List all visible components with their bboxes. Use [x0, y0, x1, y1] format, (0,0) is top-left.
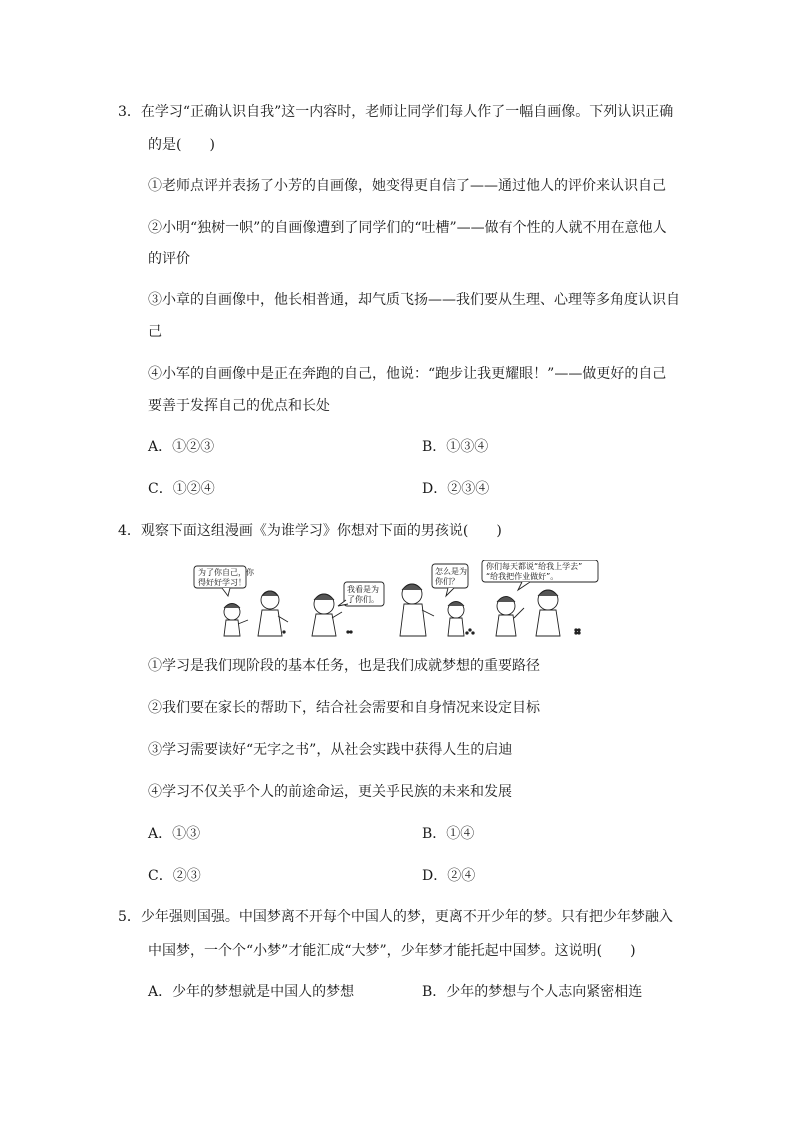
q5-option-b[interactable]: B．少年的梦想与个人志向紧密相连: [422, 984, 643, 1000]
comic-panel-2: [312, 582, 384, 636]
q3-option-d[interactable]: D．②③④: [422, 481, 490, 497]
q4-item-2: ②我们要在家长的帮助下，结合社会需要和自身情况来设定目标: [148, 700, 540, 716]
q4-item-4: ④学习不仅关乎个人的前途命运，更关乎民族的未来和发展: [148, 784, 512, 800]
comic-strip-illustration: [192, 560, 602, 642]
q3-stem-line2: 的是( ): [148, 137, 215, 153]
panel4-bubble-line2: “给我把作业做好”。: [486, 572, 559, 581]
comic-panel-4: [482, 560, 598, 636]
q4-option-a[interactable]: A．①③: [148, 826, 201, 842]
q4-item-3: ③学习需要读好“无字之书”，从社会实践中获得人生的启迪: [148, 742, 513, 758]
q3-option-c[interactable]: C．①②④: [148, 481, 215, 497]
q3-item-4-cont: 要善于发挥自己的优点和长处: [148, 398, 330, 414]
q3-item-3-cont: 己: [148, 324, 162, 340]
q3-item-1: ①老师点评并表扬了小芳的自画像，她变得更自信了——通过他人的评价来认识自己: [148, 178, 666, 194]
panel2-bubble-line2: 了你们。: [347, 595, 379, 604]
q4-option-c[interactable]: C．②③: [148, 868, 201, 884]
panel4-bubble-line1: 你们每天都说“给我上学去”: [486, 562, 583, 571]
q4-option-d[interactable]: D．②④: [422, 868, 476, 884]
q5-option-a[interactable]: A．少年的梦想就是中国人的梦想: [148, 984, 355, 1000]
panel3-bubble-line2: 你们？: [435, 577, 459, 586]
q4-item-1: ①学习是我们现阶段的基本任务，也是我们成就梦想的重要路径: [148, 658, 540, 674]
q4-option-b[interactable]: B．①④: [422, 826, 475, 842]
q3-item-4: ④小军的自画像中是正在奔跑的自己，他说：“跑步让我更耀眼！”——做更好的自己: [148, 366, 667, 382]
q3-item-3: ③小章的自画像中，他长相普通，却气质飞扬——我们要从生理、心理等多角度认识自: [148, 292, 680, 308]
panel1-bubble-line2: 得好好学习！: [198, 578, 246, 587]
panel1-bubble-line1: 为了你自己，你: [198, 568, 254, 577]
q3-option-a[interactable]: A．①②③: [148, 439, 215, 455]
q5-stem-line1: 5．少年强则国强。中国梦离不开每个中国人的梦，更离不开少年的梦。只有把少年梦融入: [118, 909, 673, 925]
panel3-bubble-line1: 怎么是为: [435, 567, 467, 576]
q3-item-2-cont: 的评价: [148, 251, 190, 267]
q3-stem-line1: 3．在学习“正确认识自我”这一内容时，老师让同学们每人作了一幅自画像。下列认识正确: [118, 104, 674, 120]
panel2-bubble-line1: 我看是为: [347, 585, 379, 594]
q3-item-2: ②小明“独树一帜”的自画像遭到了同学们的“吐槽”——做有个性的人就不用在意他人: [148, 220, 667, 236]
comic-panel-3: [400, 564, 474, 636]
comic-panel-1: [194, 566, 288, 636]
q5-stem-line2: 中国梦，一个个“小梦”才能汇成“大梦”，少年梦才能托起中国梦。这说明( ): [148, 943, 636, 959]
q4-stem: 4．观察下面这组漫画《为谁学习》你想对下面的男孩说( ): [118, 523, 502, 539]
q3-option-b[interactable]: B．①③④: [422, 439, 489, 455]
